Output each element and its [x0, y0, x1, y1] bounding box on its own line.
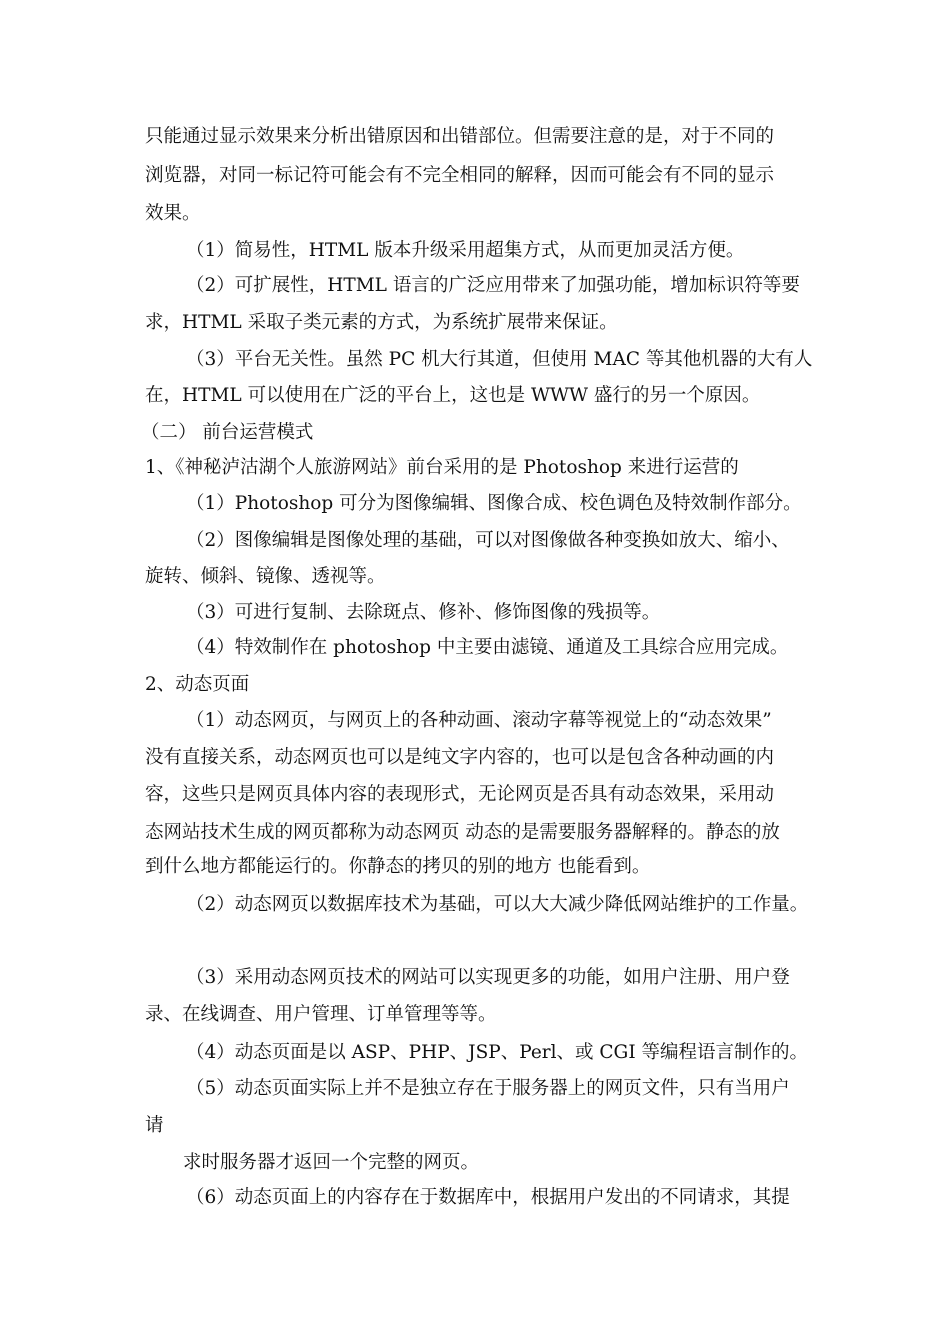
text-line: 只能通过显示效果来分析出错原因和出错部位。但需要注意的是，对于不同的: [145, 126, 775, 147]
text-line: 在，HTML 可以使用在广泛的平台上，这也是 WWW 盛行的另一个原因。: [145, 385, 761, 406]
text-line: （3）平台无关性。虽然 PC 机大行其道，但使用 MAC 等其他机器的大有人: [186, 349, 813, 370]
text-line: 到什么地方都能运行的。你静态的拷贝的别的地方 也能看到。: [145, 856, 651, 877]
text-line: 录、在线调查、用户管理、订单管理等等。: [145, 1004, 497, 1025]
text-line: （2）可扩展性，HTML 语言的广泛应用带来了加强功能，增加标识符等要: [186, 275, 800, 296]
text-line: （2）动态网页以数据库技术为基础，可以大大减少降低网站维护的工作量。: [186, 894, 809, 915]
text-line: （5）动态页面实际上并不是独立存在于服务器上的网页文件，只有当用户: [186, 1078, 790, 1099]
text-line: 浏览器，对同一标记符可能会有不完全相同的解释，因而可能会有不同的显示: [145, 165, 775, 186]
text-line: 没有直接关系，动态网页也可以是纯文字内容的，也可以是包含各种动画的内: [145, 747, 775, 768]
text-line: 容，这些只是网页具体内容的表现形式，无论网页是否具有动态效果，采用动: [145, 784, 775, 805]
text-line: （1）Photoshop 可分为图像编辑、图像合成、校色调色及特效制作部分。: [186, 493, 802, 514]
text-line: （2）图像编辑是图像处理的基础，可以对图像做各种变换如放大、缩小、: [186, 530, 790, 551]
text-line: （4）动态页面是以 ASP、PHP、JSP、Perl、或 CGI 等编程语言制作的。: [186, 1042, 809, 1063]
text-line: 求，HTML 采取子类元素的方式，为系统扩展带来保证。: [145, 312, 618, 333]
text-line: 态网站技术生成的网页都称为动态网页 动态的是需要服务器解释的。静态的放: [145, 822, 780, 843]
text-line: 旋转、倾斜、镜像、透视等。: [145, 566, 386, 587]
text-line: （1）简易性，HTML 版本升级采用超集方式，从而更加灵活方便。: [186, 240, 745, 261]
text-line: 请: [145, 1115, 164, 1136]
text-line: （6）动态页面上的内容存在于数据库中，根据用户发出的不同请求，其提: [186, 1187, 790, 1208]
text-line: （3）采用动态网页技术的网站可以实现更多的功能，如用户注册、用户登: [186, 967, 790, 988]
section-heading: （二） 前台运营模式: [141, 422, 314, 443]
section-heading: 1、《神秘泸沽湖个人旅游网站》前台采用的是 Photoshop 来进行运营的: [145, 457, 739, 478]
text-line: （1）动态网页，与网页上的各种动画、滚动字幕等视觉上的“动态效果”: [186, 710, 772, 731]
text-line: （3）可进行复制、去除斑点、修补、修饰图像的残损等。: [186, 602, 661, 623]
section-heading: 2、动态页面: [145, 674, 250, 695]
text-line: 效果。: [145, 203, 201, 224]
text-line: 求时服务器才返回一个完整的网页。: [183, 1152, 480, 1173]
text-line: （4）特效制作在 photoshop 中主要由滤镜、通道及工具综合应用完成。: [186, 637, 789, 658]
